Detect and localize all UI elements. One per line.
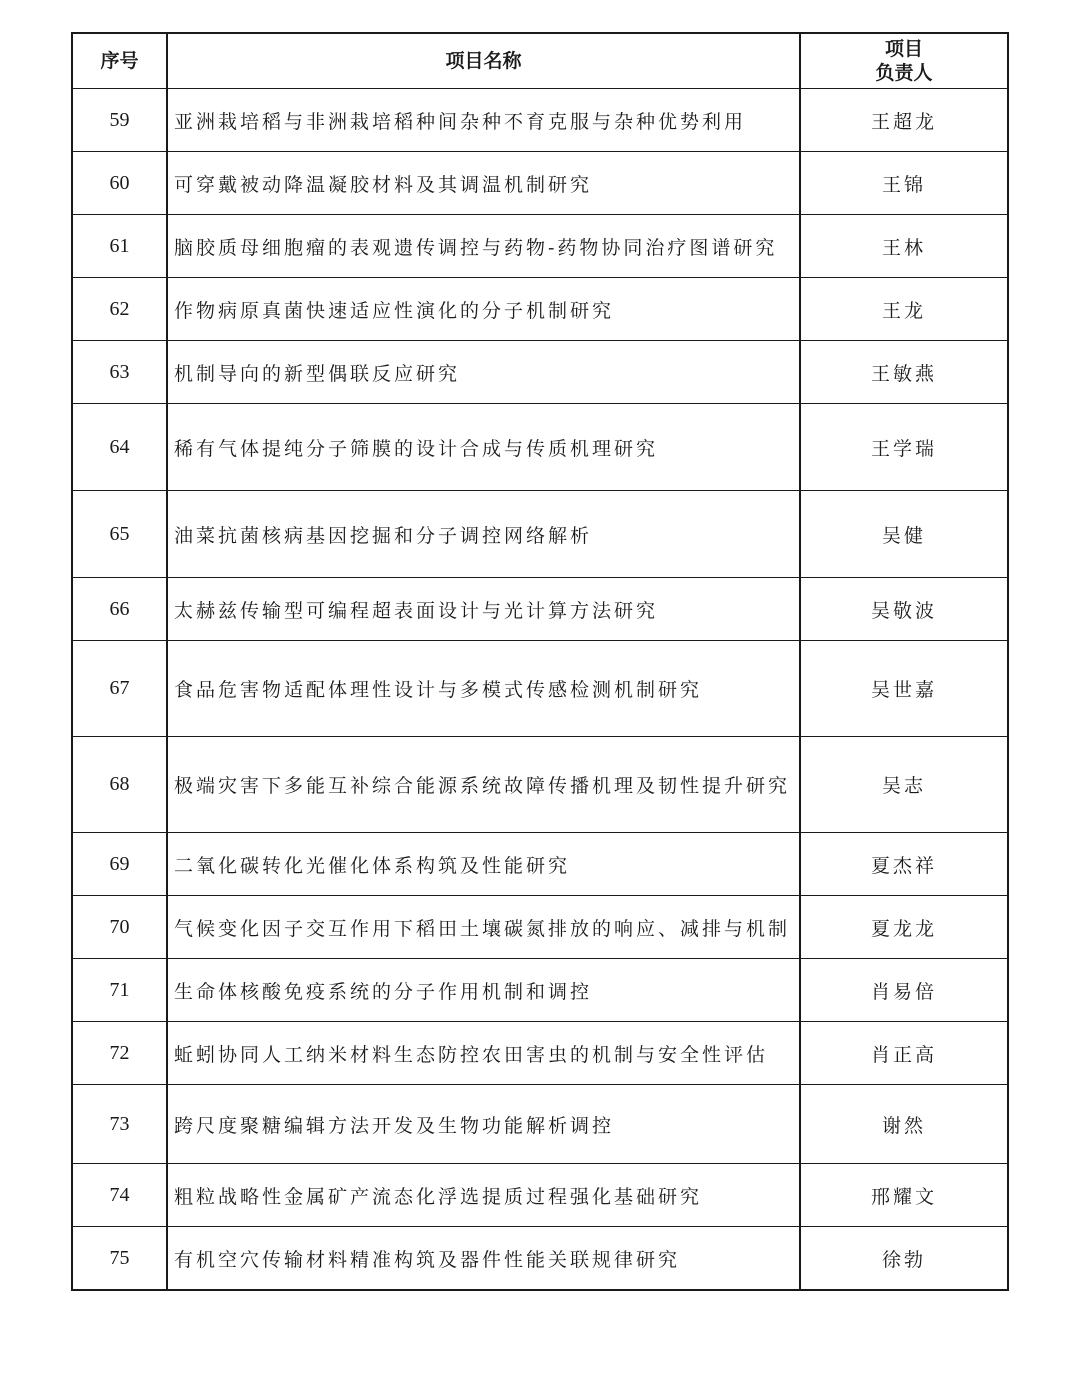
row-lead: 夏龙龙	[800, 896, 1008, 959]
table-row	[72, 833, 1008, 896]
row-no: 66	[72, 578, 167, 641]
row-name: 蚯蚓协同人工纳米材料生态防控农田害虫的机制与安全性评估	[167, 1022, 800, 1085]
row-no: 73	[72, 1085, 167, 1164]
row-no: 75	[72, 1227, 167, 1291]
row-name: 生命体核酸免疫系统的分子作用机制和调控	[167, 959, 800, 1022]
row-name: 有机空穴传输材料精准构筑及器件性能关联规律研究	[167, 1227, 800, 1291]
row-no: 62	[72, 278, 167, 341]
row-no: 69	[72, 833, 167, 896]
row-lead: 王龙	[800, 278, 1008, 341]
row-no: 74	[72, 1164, 167, 1227]
row-no: 71	[72, 959, 167, 1022]
row-lead: 王学瑞	[800, 404, 1008, 491]
header-name: 项目名称	[167, 33, 800, 89]
row-no: 63	[72, 341, 167, 404]
row-name: 粗粒战略性金属矿产流态化浮选提质过程强化基础研究	[167, 1164, 800, 1227]
row-lead: 邢耀文	[800, 1164, 1008, 1227]
row-name: 二氧化碳转化光催化体系构筑及性能研究	[167, 833, 800, 896]
table-row	[72, 278, 1008, 341]
row-lead: 王超龙	[800, 89, 1008, 152]
row-no: 65	[72, 491, 167, 578]
row-name: 极端灾害下多能互补综合能源系统故障传播机理及韧性提升研究	[167, 737, 800, 833]
table-row	[72, 215, 1008, 278]
row-name: 可穿戴被动降温凝胶材料及其调温机制研究	[167, 152, 800, 215]
table-row	[72, 896, 1008, 959]
table-row	[72, 959, 1008, 1022]
row-lead: 谢然	[800, 1085, 1008, 1164]
row-no: 68	[72, 737, 167, 833]
project-table	[71, 32, 1009, 1291]
row-lead: 肖正高	[800, 1022, 1008, 1085]
table-row	[72, 341, 1008, 404]
row-no: 64	[72, 404, 167, 491]
row-lead: 王敏燕	[800, 341, 1008, 404]
row-name: 太赫兹传输型可编程超表面设计与光计算方法研究	[167, 578, 800, 641]
row-name: 脑胶质母细胞瘤的表观遗传调控与药物-药物协同治疗图谱研究	[167, 215, 800, 278]
row-lead: 吴健	[800, 491, 1008, 578]
table-row	[72, 1227, 1008, 1291]
header-lead	[800, 33, 1008, 89]
table-row	[72, 1022, 1008, 1085]
row-lead: 吴敬波	[800, 578, 1008, 641]
row-name: 跨尺度聚糖编辑方法开发及生物功能解析调控	[167, 1085, 800, 1164]
row-lead: 徐勃	[800, 1227, 1008, 1291]
row-no: 72	[72, 1022, 167, 1085]
row-no: 61	[72, 215, 167, 278]
row-lead: 吴世嘉	[800, 641, 1008, 737]
table-row	[72, 491, 1008, 578]
table-row	[72, 89, 1008, 152]
table-row	[72, 1164, 1008, 1227]
row-name: 油菜抗菌核病基因挖掘和分子调控网络解析	[167, 491, 800, 578]
row-lead: 肖易倍	[800, 959, 1008, 1022]
row-name: 作物病原真菌快速适应性演化的分子机制研究	[167, 278, 800, 341]
table-row	[72, 641, 1008, 737]
header-row	[72, 33, 1008, 89]
row-name: 机制导向的新型偶联反应研究	[167, 341, 800, 404]
row-lead: 王林	[800, 215, 1008, 278]
row-no: 70	[72, 896, 167, 959]
table-row	[72, 1085, 1008, 1164]
row-lead: 王锦	[800, 152, 1008, 215]
header-no: 序号	[72, 33, 167, 89]
table-row	[72, 152, 1008, 215]
row-name: 亚洲栽培稻与非洲栽培稻种间杂种不育克服与杂种优势利用	[167, 89, 800, 152]
row-name: 稀有气体提纯分子筛膜的设计合成与传质机理研究	[167, 404, 800, 491]
header-lead-label: 项目 负责人	[875, 38, 933, 84]
table-row	[72, 404, 1008, 491]
row-name: 食品危害物适配体理性设计与多模式传感检测机制研究	[167, 641, 800, 737]
row-no: 67	[72, 641, 167, 737]
row-name: 气候变化因子交互作用下稻田土壤碳氮排放的响应、减排与机制	[167, 896, 800, 959]
row-lead: 吴志	[800, 737, 1008, 833]
row-lead: 夏杰祥	[800, 833, 1008, 896]
table-row	[72, 737, 1008, 833]
row-no: 59	[72, 89, 167, 152]
table-row	[72, 578, 1008, 641]
row-no: 60	[72, 152, 167, 215]
